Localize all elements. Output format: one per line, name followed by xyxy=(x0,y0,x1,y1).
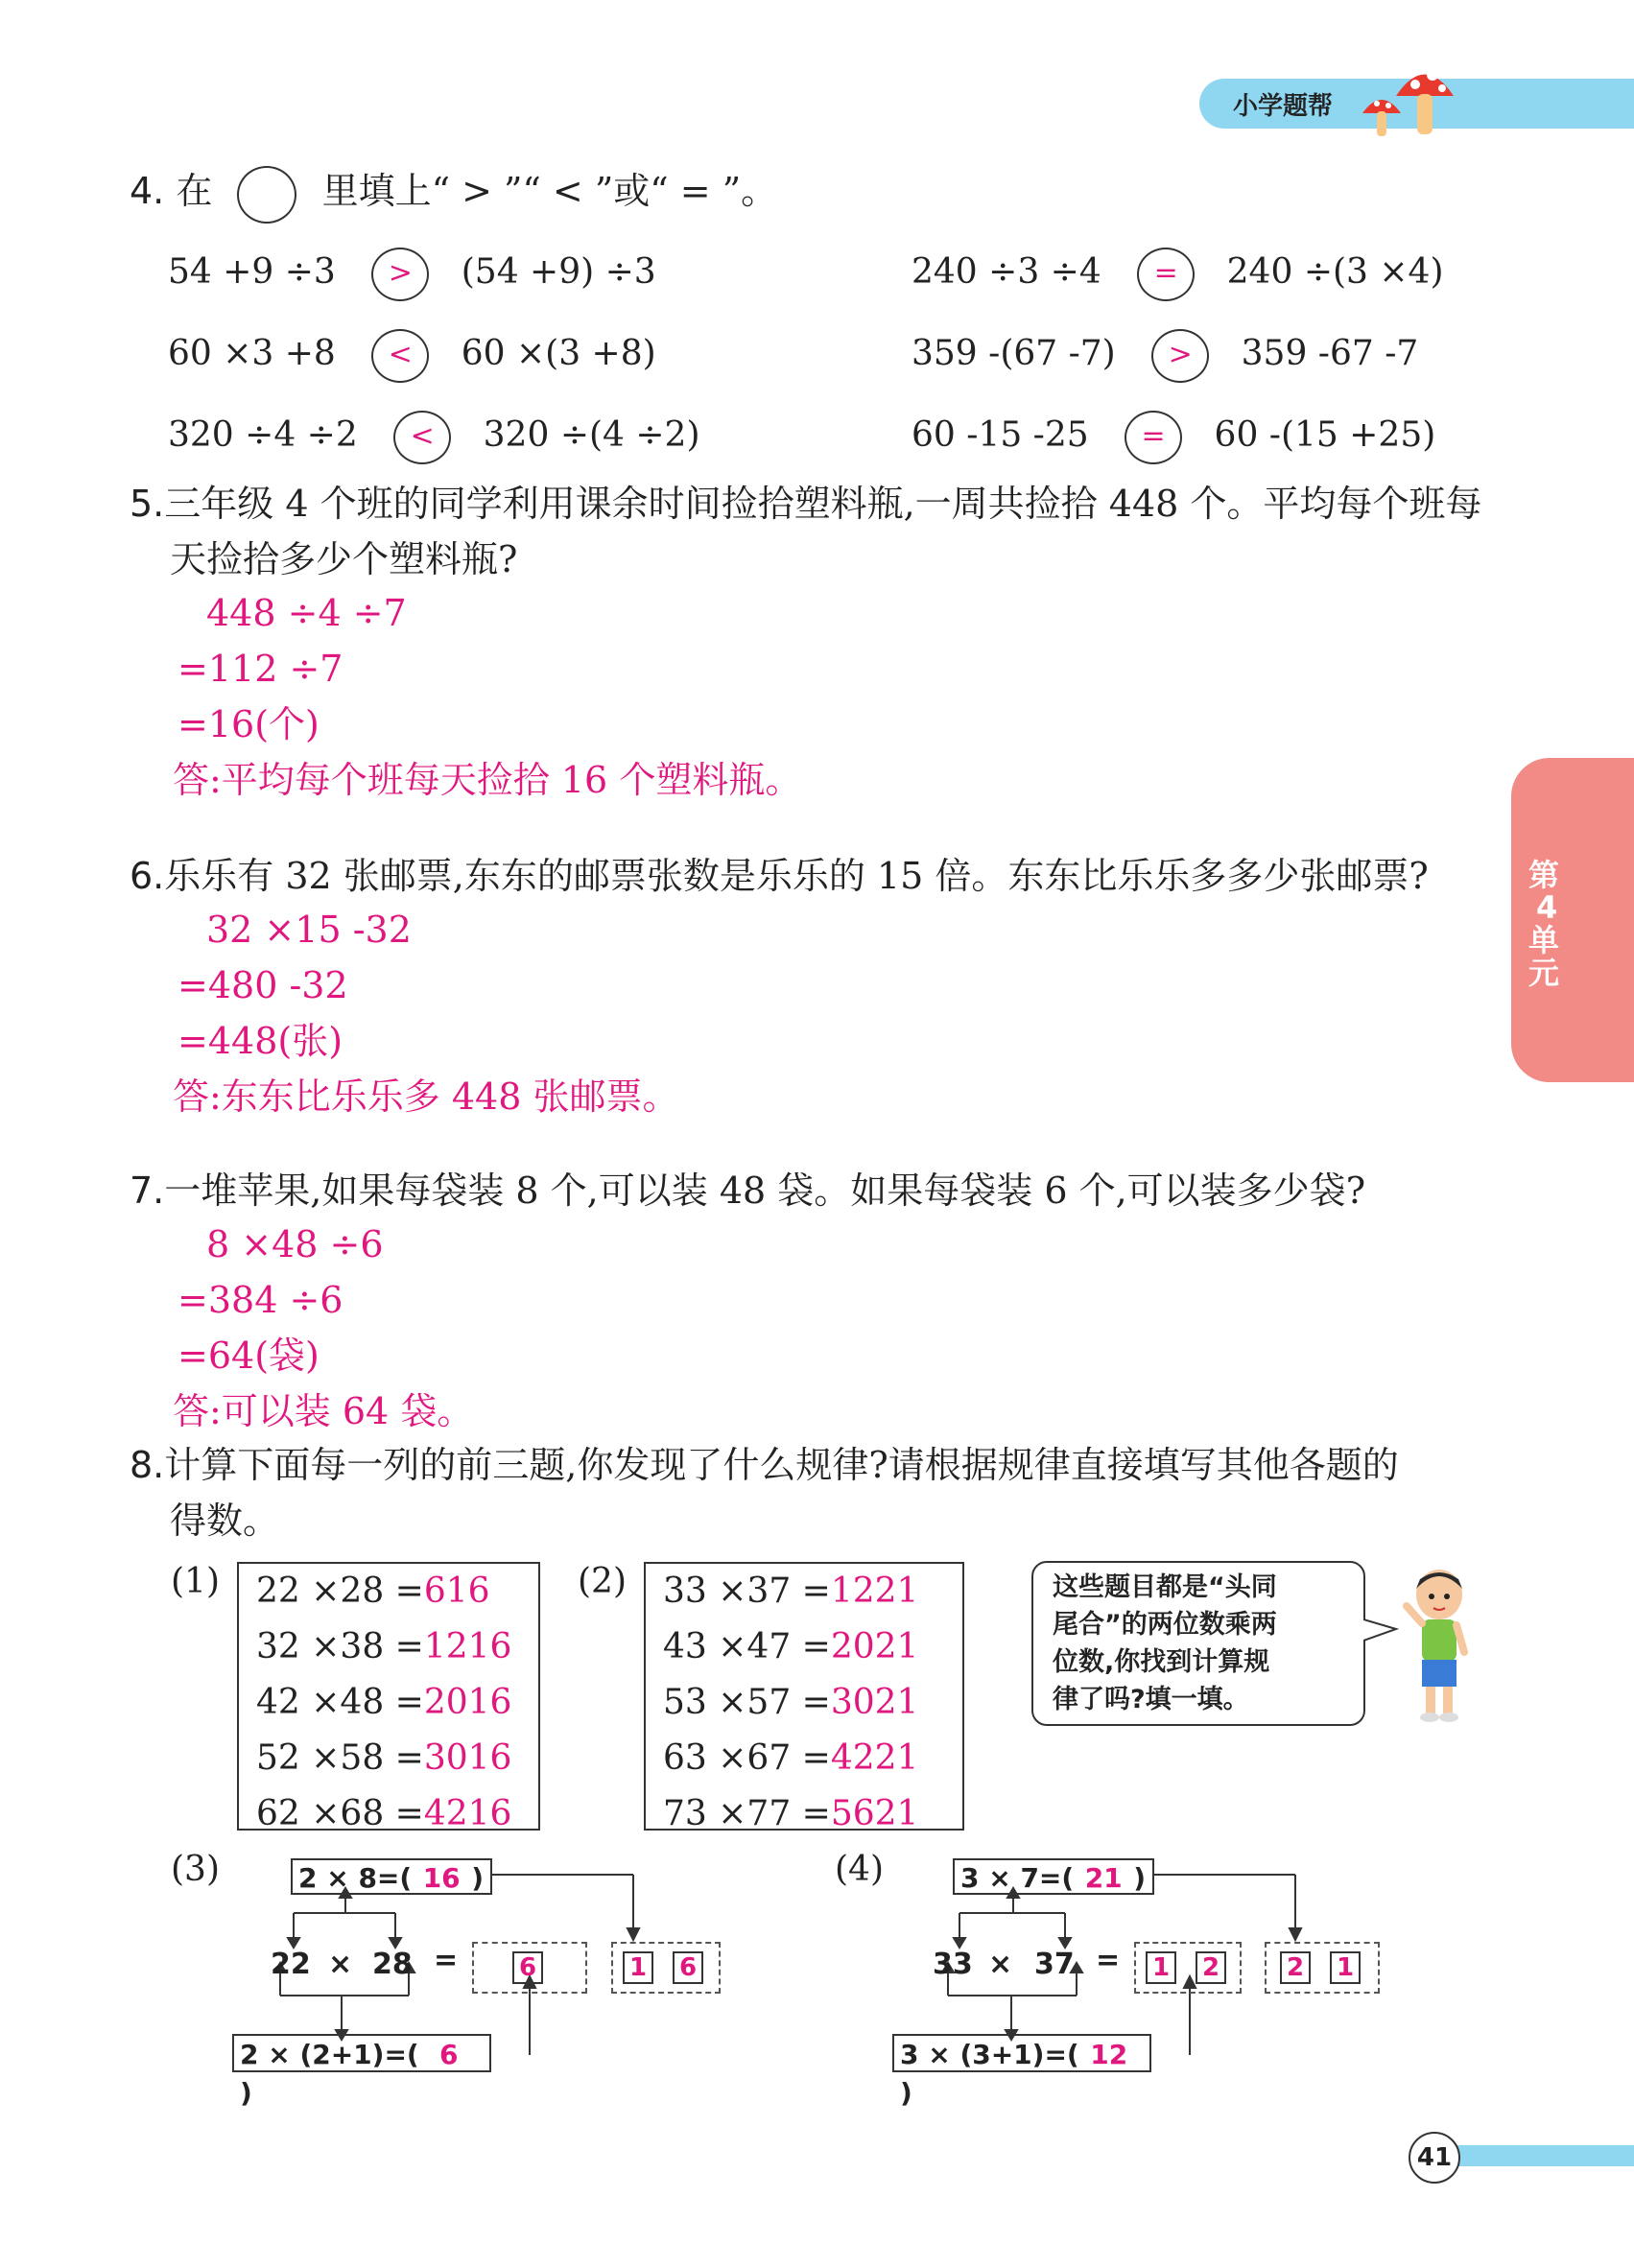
q8-number: 8. xyxy=(130,1444,165,1486)
result: 2016 xyxy=(423,1683,512,1722)
q4-item-5 xyxy=(168,411,699,464)
part4-top-box xyxy=(953,1858,1154,1895)
q4-number: 4. xyxy=(130,170,165,212)
paren: ) xyxy=(471,1862,484,1894)
part3-top-box xyxy=(291,1858,492,1895)
q4-item-3 xyxy=(168,329,656,383)
q5-number: 5. xyxy=(130,483,165,525)
bubble-line-3: 位数,你找到计算规 xyxy=(1053,1647,1270,1677)
side-tab-line2: 4 xyxy=(1536,889,1558,926)
result: 616 xyxy=(423,1571,490,1611)
q4-item-4-right: 359 -67 -7 xyxy=(1241,334,1419,373)
q6-solution xyxy=(173,902,679,1124)
q5-solution xyxy=(173,585,802,808)
q4-suffix: 里填上“ > ”“ < ”或“ = ”。 xyxy=(321,170,778,212)
part3-b: 28 xyxy=(372,1948,413,1981)
part4-b: 37 xyxy=(1034,1948,1075,1981)
q5-question xyxy=(130,476,1481,587)
part3-bottom-box xyxy=(232,2034,491,2109)
blank-circle-icon xyxy=(237,166,296,224)
part4-mid-digit-2[interactable]: 2 xyxy=(1196,1951,1226,1984)
q8-part4-label: (4) xyxy=(835,1850,884,1889)
q4-item-6-right: 60 -(15 +25) xyxy=(1214,415,1436,455)
part4-bottom-expr: 3 × (3+1)=( xyxy=(900,2039,1079,2070)
q6-step-3: =448(张) xyxy=(178,1020,343,1062)
q4-item-1-right: (54 +9) ÷3 xyxy=(461,252,656,292)
side-tab-line4: 元 xyxy=(1528,955,1560,991)
paren: ) xyxy=(240,2077,252,2109)
part4-bottom-box xyxy=(892,2034,1151,2109)
q6-question xyxy=(130,848,1429,904)
q7-question xyxy=(130,1163,1365,1218)
part3-times: × xyxy=(328,1948,353,1981)
q4-item-6-answer[interactable]: = xyxy=(1125,411,1182,464)
expr: 32 ×38 = xyxy=(256,1627,424,1666)
part3-result-digit-1[interactable]: 1 xyxy=(623,1951,653,1984)
q7-step-2: =384 ÷6 xyxy=(178,1279,343,1321)
part3-top-answer[interactable]: 16 xyxy=(422,1862,461,1894)
part3-bottom-expr: 2 × (2+1)=( xyxy=(240,2039,419,2070)
part4-bottom-answer[interactable]: 12 xyxy=(1090,2039,1128,2070)
part4-result-digit-1[interactable]: 2 xyxy=(1280,1951,1311,1984)
table-row xyxy=(239,1564,538,1619)
result: 1216 xyxy=(423,1627,512,1666)
hint-speech-bubble xyxy=(1031,1561,1365,1726)
q8-line1: 计算下面每一列的前三题,你发现了什么规律?请根据规律直接填写其他各题的 xyxy=(164,1444,1399,1486)
q7-answer: 答:可以装 64 袋。 xyxy=(173,1390,474,1432)
part3-top-expr: 2 × 8=( xyxy=(298,1862,413,1894)
q7-step-1: 8 ×48 ÷6 xyxy=(206,1223,384,1265)
q4-item-5-answer[interactable]: < xyxy=(393,411,451,464)
table-row xyxy=(239,1619,538,1675)
q5-line1: 三年级 4 个班的同学利用课余时间捡拾塑料瓶,一周共捡拾 448 个。平均每个班每 xyxy=(164,483,1482,525)
side-tab-line1: 第 xyxy=(1528,857,1560,893)
mushroom-icon xyxy=(1348,58,1463,144)
q6-line1: 乐乐有 32 张邮票,东东的邮票张数是乐乐的 15 倍。东东比乐乐多多少张邮票? xyxy=(164,855,1429,897)
result: 4216 xyxy=(423,1794,512,1833)
part3-a: 22 xyxy=(271,1948,311,1981)
q8-part2-table xyxy=(644,1562,964,1831)
q4-item-1-left: 54 +9 ÷3 xyxy=(168,252,336,292)
result: 3016 xyxy=(423,1738,512,1778)
q7-step-3: =64(袋) xyxy=(178,1335,320,1377)
q8-part2-label: (2) xyxy=(578,1562,627,1601)
expr: 63 ×67 = xyxy=(663,1738,831,1778)
table-row xyxy=(646,1786,962,1842)
q4-item-5-right: 320 ÷(4 ÷2) xyxy=(483,415,700,455)
footer-bar xyxy=(1444,2145,1634,2166)
q8-question xyxy=(130,1437,1399,1548)
q4-item-4 xyxy=(912,329,1418,383)
q4-heading xyxy=(130,163,777,224)
q6-answer: 答:东东比乐乐多 448 张邮票。 xyxy=(173,1075,679,1118)
q8-part1-table xyxy=(237,1562,540,1831)
q5-answer: 答:平均每个班每天捡拾 16 个塑料瓶。 xyxy=(173,759,802,801)
q4-item-6 xyxy=(912,411,1435,464)
header-brand: 小学题帮 xyxy=(1233,92,1334,121)
expr: 52 ×58 = xyxy=(256,1738,424,1778)
q4-item-5-left: 320 ÷4 ÷2 xyxy=(168,415,358,455)
bubble-tail-icon xyxy=(1363,1612,1402,1650)
q6-number: 6. xyxy=(130,855,165,897)
q5-step-1: 448 ÷4 ÷7 xyxy=(206,592,407,634)
q7-number: 7. xyxy=(130,1169,165,1212)
q4-item-6-left: 60 -15 -25 xyxy=(912,415,1089,455)
q4-item-2-left: 240 ÷3 ÷4 xyxy=(912,252,1101,292)
result: 3021 xyxy=(830,1683,919,1722)
part4-eq: = xyxy=(1096,1944,1121,1977)
part4-result-digit-2[interactable]: 1 xyxy=(1330,1951,1361,1984)
q4-item-2-answer[interactable]: = xyxy=(1137,248,1195,301)
part4-result-box xyxy=(1265,1942,1380,1994)
q5-step-3: =16(个) xyxy=(178,703,320,745)
paren: ) xyxy=(1133,1862,1146,1894)
q4-prefix: 在 xyxy=(176,170,213,212)
expr: 62 ×68 = xyxy=(256,1794,424,1833)
bubble-line-4: 律了吗?填一填。 xyxy=(1053,1685,1249,1714)
part4-top-expr: 3 × 7=( xyxy=(960,1862,1075,1894)
part3-result-box xyxy=(611,1942,721,1994)
expr: 33 ×37 = xyxy=(663,1571,831,1611)
boy-character-icon xyxy=(1401,1564,1478,1727)
q4-item-4-left: 359 -(67 -7) xyxy=(912,334,1116,373)
q6-step-1: 32 ×15 -32 xyxy=(206,909,412,951)
expr: 53 ×57 = xyxy=(663,1683,831,1722)
part4-top-answer[interactable]: 21 xyxy=(1084,1862,1123,1894)
q8-part1-label: (1) xyxy=(171,1562,220,1601)
unit-side-tab xyxy=(1511,758,1634,1082)
q4-item-4-answer[interactable]: > xyxy=(1151,329,1209,383)
part4-a: 33 xyxy=(933,1948,973,1981)
q5-step-2: =112 ÷7 xyxy=(178,648,343,690)
q4-item-2-right: 240 ÷(3 ×4) xyxy=(1226,252,1444,292)
q6-step-2: =480 -32 xyxy=(178,964,348,1006)
result: 5621 xyxy=(830,1794,919,1833)
q4-item-2 xyxy=(912,248,1443,301)
result: 2021 xyxy=(830,1627,919,1666)
bubble-line-1: 这些题目都是“头同 xyxy=(1053,1572,1277,1602)
part3-bottom-answer[interactable]: 6 xyxy=(438,2039,459,2070)
part4-mid-digit-1[interactable]: 1 xyxy=(1146,1951,1176,1984)
table-row xyxy=(646,1731,962,1786)
q7-solution xyxy=(173,1217,474,1439)
expr: 22 ×28 = xyxy=(256,1571,424,1611)
q4-item-3-left: 60 ×3 +8 xyxy=(168,334,336,373)
table-row xyxy=(239,1786,538,1842)
part3-eq: = xyxy=(434,1944,459,1977)
q4-item-1-answer[interactable]: > xyxy=(371,248,429,301)
part4-mid-box xyxy=(1134,1942,1242,1994)
part3-result-digit-2[interactable]: 6 xyxy=(673,1951,703,1984)
q4-item-1 xyxy=(168,248,656,301)
q4-item-3-answer[interactable]: < xyxy=(371,329,429,383)
bubble-line-2: 尾合”的两位数乘两 xyxy=(1053,1610,1277,1640)
table-row xyxy=(239,1731,538,1786)
page-number: 41 xyxy=(1409,2132,1460,2184)
table-row xyxy=(646,1564,962,1619)
expr: 42 ×48 = xyxy=(256,1683,424,1722)
table-row xyxy=(239,1675,538,1731)
side-tab-line3: 单 xyxy=(1528,922,1560,958)
q5-line2: 天捡拾多少个塑料瓶? xyxy=(170,538,518,580)
q8-part3-label: (3) xyxy=(171,1850,220,1889)
table-row xyxy=(646,1619,962,1675)
expr: 43 ×47 = xyxy=(663,1627,831,1666)
q8-line2: 得数。 xyxy=(170,1500,280,1542)
paren: ) xyxy=(900,2077,912,2109)
result: 4221 xyxy=(830,1738,919,1778)
part3-mid-digit[interactable]: 6 xyxy=(512,1951,543,1984)
q4-item-3-right: 60 ×(3 +8) xyxy=(461,334,656,373)
part3-mid-box xyxy=(472,1942,587,1994)
q7-line1: 一堆苹果,如果每袋装 8 个,可以装 48 袋。如果每袋装 6 个,可以装多少袋? xyxy=(164,1169,1366,1212)
table-row xyxy=(646,1675,962,1731)
part4-times: × xyxy=(988,1948,1013,1981)
expr: 73 ×77 = xyxy=(663,1794,831,1833)
result: 1221 xyxy=(830,1571,919,1611)
